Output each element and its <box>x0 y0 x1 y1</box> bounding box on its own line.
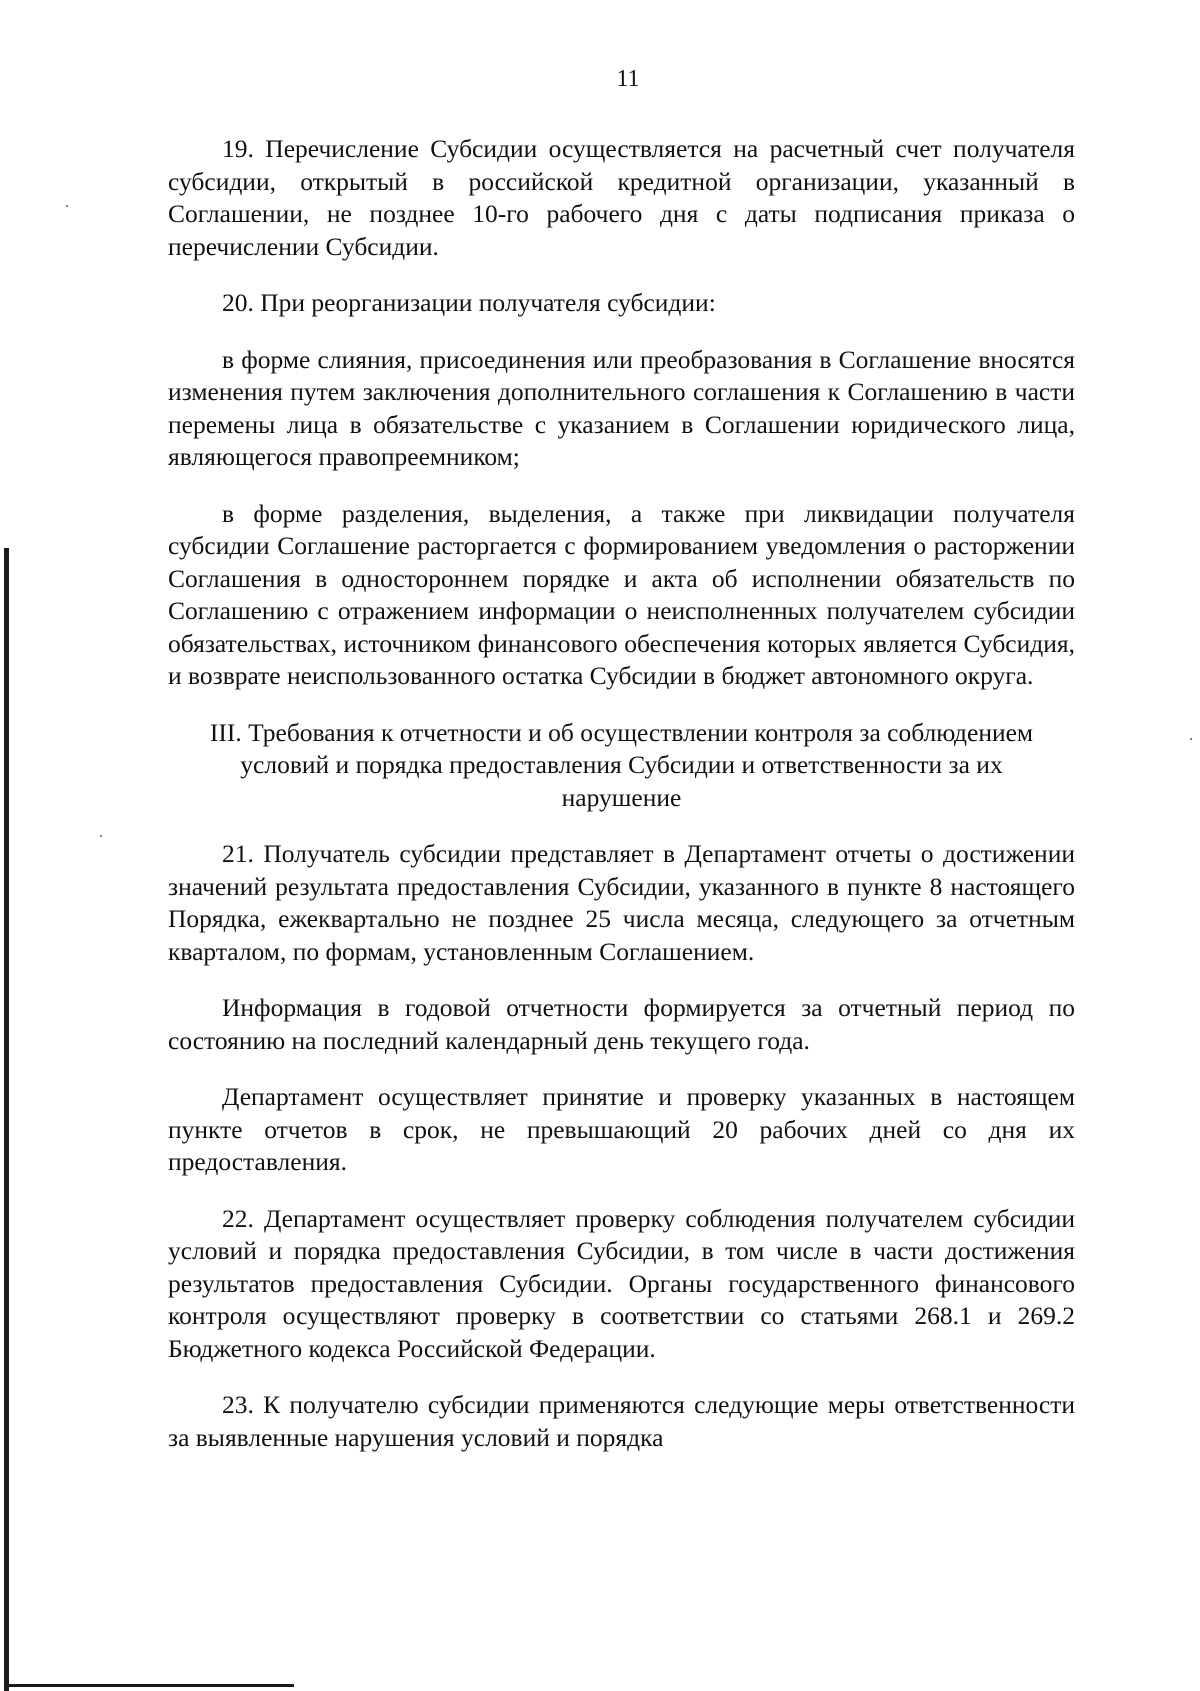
paragraph-20-division: в форме разделения, выделения, а также при ликвидации получателя субсидии Соглашение расторгается с формированием уведомления о расторжении Соглашения в одностороннем порядке и акта об исполнении обязательств по Соглашению с отражением информации о неисполненных получателем субсидии обязательствах, источником финансового обеспечения которых является Субсидия, и возврате неиспользованного остатка Субсидии в бюджет автономного округа. <box>168 498 1075 690</box>
paragraph-21-annual-info: Информация в годовой отчетности формируется за отчетный период по состоянию на последний календарный день текущего года. <box>168 993 1075 1055</box>
document-body <box>168 133 1075 1478</box>
paragraph-22: 22. Департамент осуществляет проверку соблюдения получателем субсидии условий и порядка предоставления Субсидии, в том числе в части достижения результатов предоставления Субсидии. Органы государственного финансового контроля осуществляют проверку в соответствии со статьями 268.1 и 269.2 Бюджетного кодекса Российской Федерации. <box>168 1203 1075 1363</box>
scan-speck <box>100 835 102 837</box>
scan-speck <box>66 205 68 207</box>
paragraph-20-merger: в форме слияния, присоединения или преобразования в Соглашение вносятся изменения путем заключения дополнительного соглашения к Соглашению в части перемены лица в обязательстве с указанием в Соглашении юридического лица, являющегося правопреемником; <box>168 344 1075 471</box>
paragraph-20: 20. При реорганизации получателя субсидии: <box>222 288 716 317</box>
paragraph-19: 19. Перечисление Субсидии осуществляется на расчетный счет получателя субсидии, открытый в российской кредитной организации, указанный в Соглашении, не позднее 10-го рабочего дня с даты подписания приказа о перечислении Субсидии. <box>168 134 1075 261</box>
scan-edge-left <box>4 548 9 1691</box>
paragraph-23: 23. К получателю субсидии применяются следующие меры ответственности за выявленные нарушения условий и порядка <box>168 1390 1075 1452</box>
scan-speck <box>1190 738 1192 740</box>
section-heading: III. Требования к отчетности и об осуществлении контроля за соблюдением условий и порядка предоставления Субсидии и ответственности за их нарушение <box>209 717 1034 812</box>
scan-edge-bottom <box>4 1684 294 1687</box>
page-number: 11 <box>616 66 640 92</box>
paragraph-21: 21. Получатель субсидии представляет в Департамент отчеты о достижении значений результата предоставления Субсидии, указанного в пункте 8 настоящего Порядка, ежеквартально не позднее 25 числа месяца, следующего за отчетным кварталом, по формам, установленным Соглашением. <box>168 839 1075 966</box>
paragraph-21-review: Департамент осуществляет принятие и проверку указанных в настоящем пункте отчетов в срок, не превышающий 20 рабочих дней со дня их предоставления. <box>168 1082 1075 1176</box>
